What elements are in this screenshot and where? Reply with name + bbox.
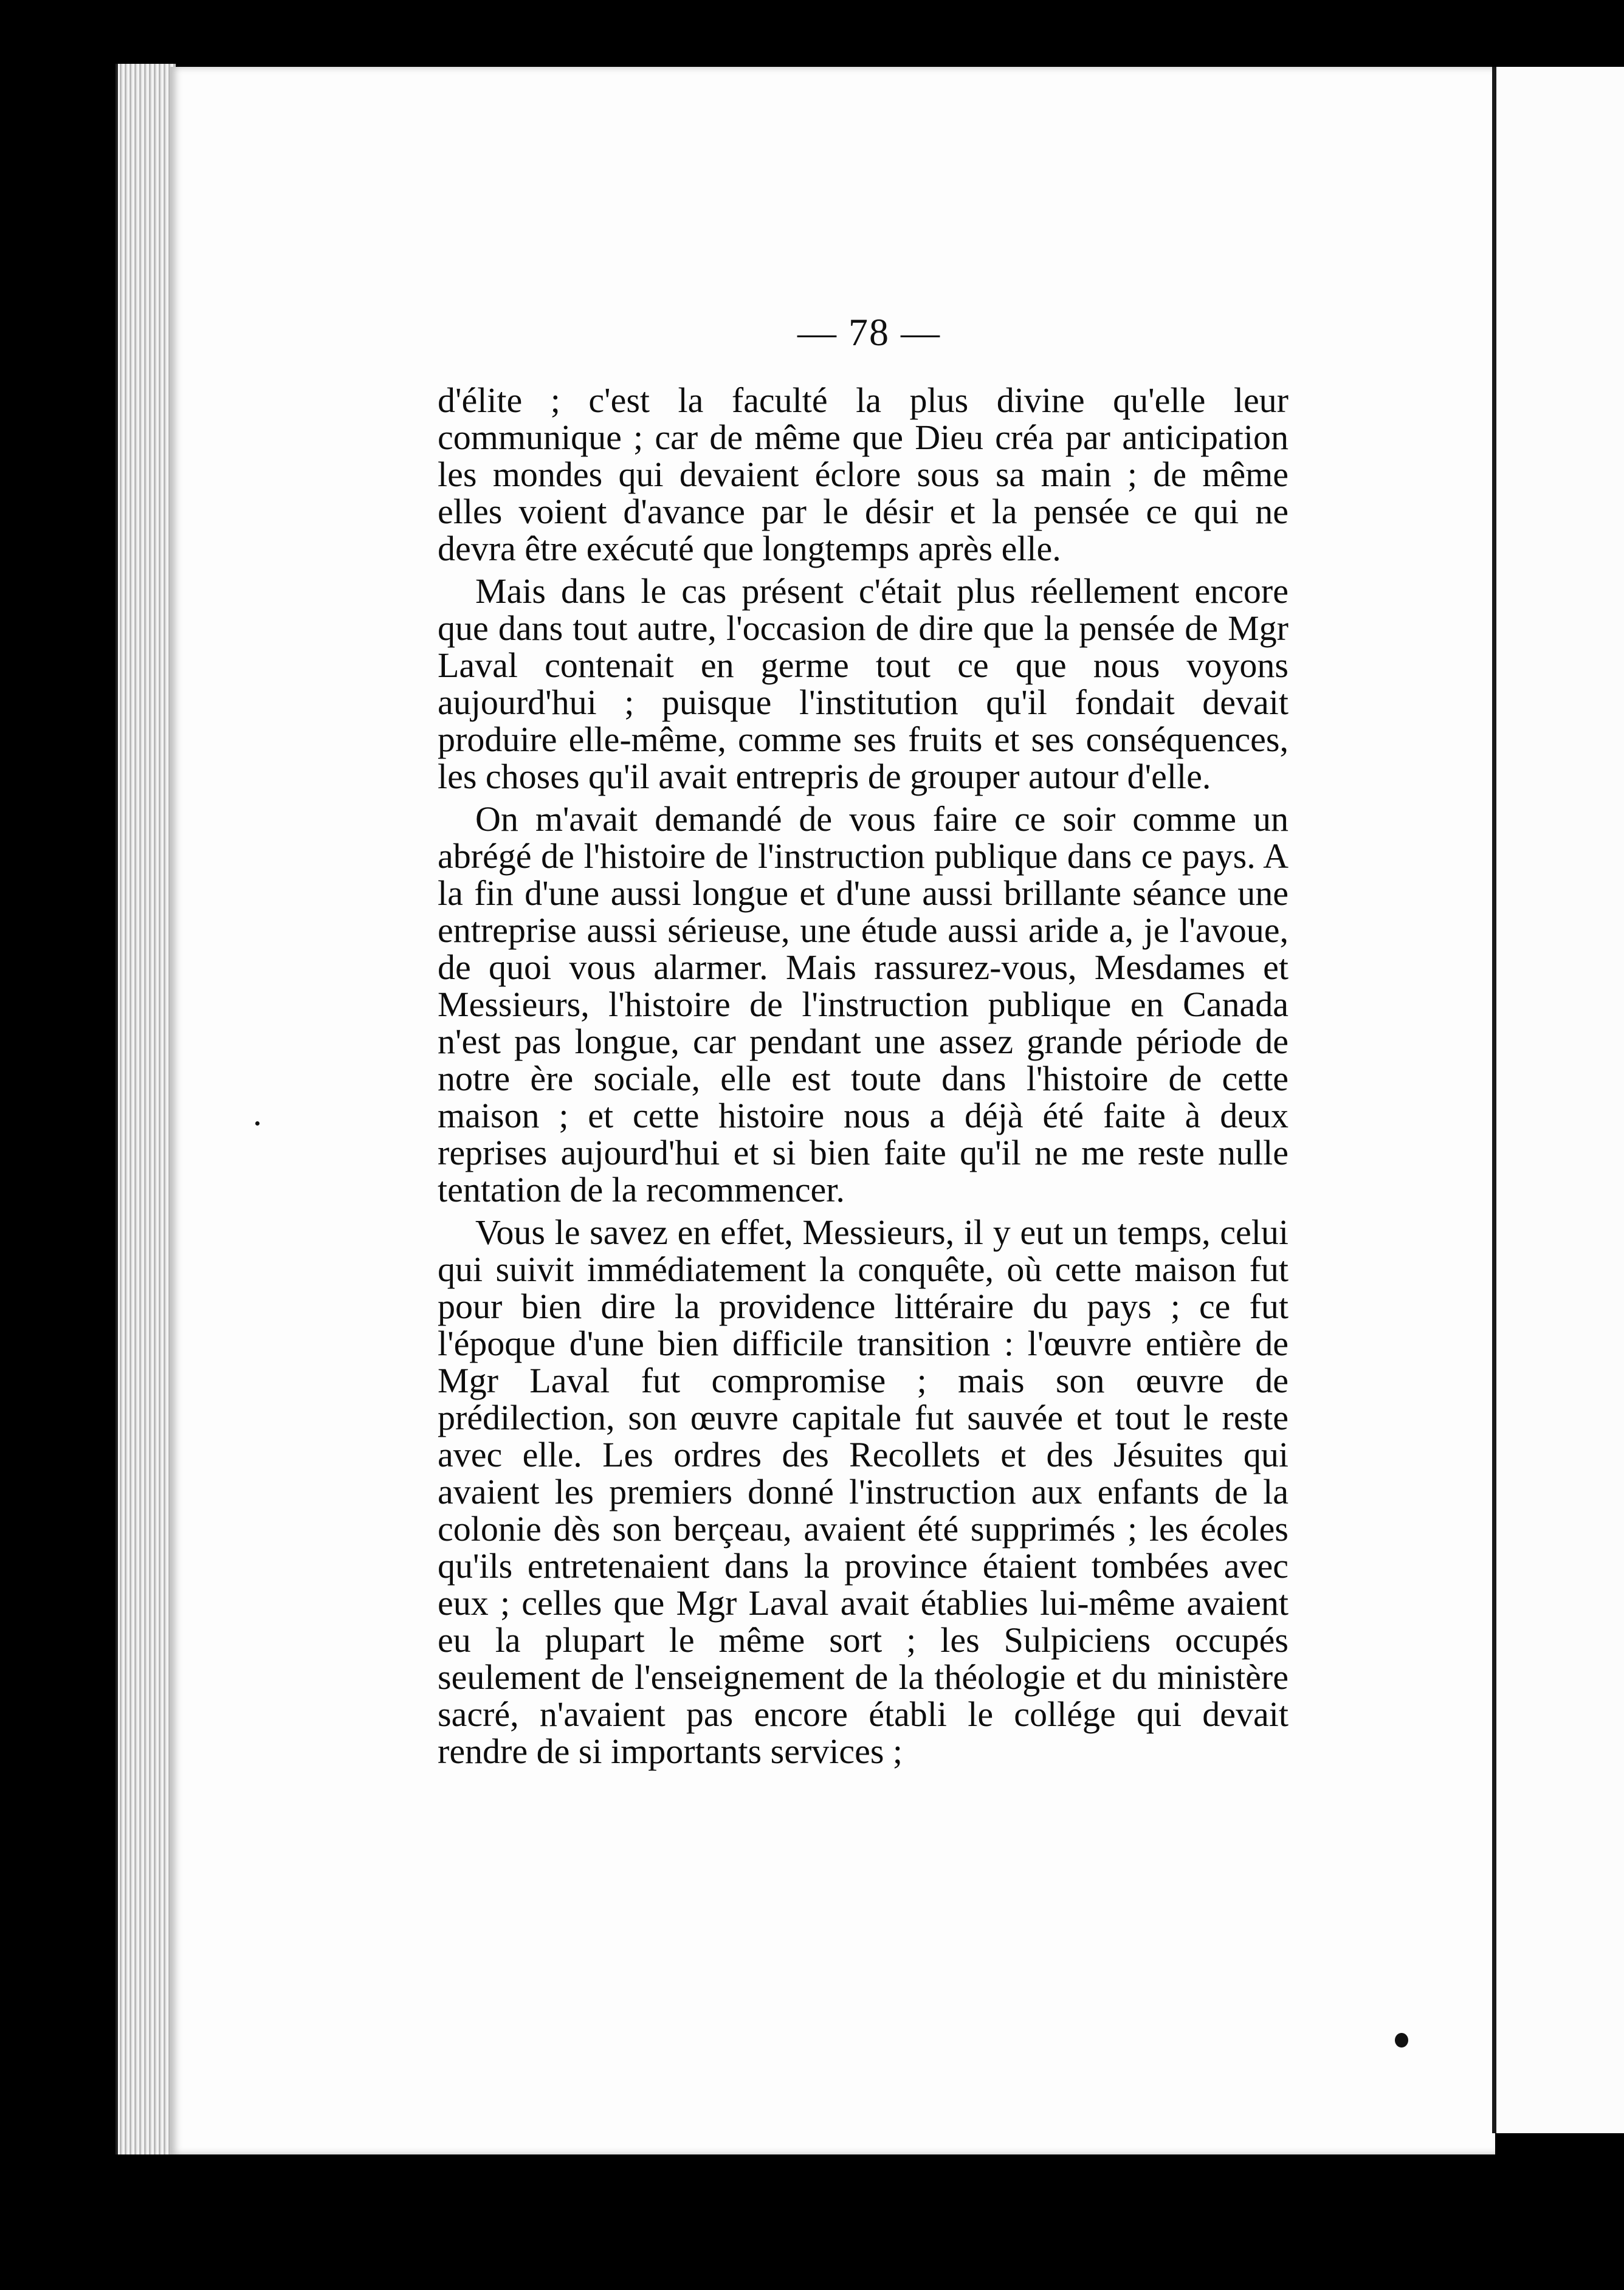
- facing-page-edge: [1492, 67, 1624, 2133]
- page-number: — 78 —: [797, 311, 941, 354]
- paragraph: Mais dans le cas présent c'était plus réellement encore que dans tout autre, l'occasion de dire que la pensée de Mgr Laval contenait en germe tout ce que nous voyons aujourd'hui ; puisque l'institution qu'il fondait devait produire elle-même, comme ses fruits et ses conséquences, les choses qu'il avait entrepris de grouper autour d'elle.: [438, 571, 1289, 796]
- ink-speck: [1395, 2033, 1408, 2048]
- page-body: [438, 382, 1289, 1775]
- ink-speck: [255, 1121, 260, 1126]
- paragraph: d'élite ; c'est la faculté la plus divine qu'elle leur communique ; car de même que Dieu créa par anticipation les mondes qui devaient éclore sous sa main ; de même elles voient d'avance par le désir et la pensée ce qui ne devra être exécuté que longtemps après elle.: [438, 380, 1289, 568]
- paragraph: On m'avait demandé de vous faire ce soir comme un abrégé de l'histoire de l'instruction publique dans ce pays. A la fin d'une aussi longue et d'une aussi brillante séance une entreprise aussi sérieuse, une étude aussi aride a, je l'avoue, de quoi vous alarmer. Mais rassurez-vous, Mesdames et Messieurs, l'histoire de l'instruction publique en Canada n'est pas longue, car pendant une assez grande période de notre ère sociale, elle est toute dans l'histoire de cette maison ; et cette histoire nous a déjà été faite à deux reprises aujourd'hui et si bien faite qu'il ne me reste nulle tentation de la recommencer.: [438, 799, 1289, 1209]
- book-page-edges: [115, 64, 176, 2154]
- paragraph: Vous le savez en effet, Messieurs, il y eut un temps, celui qui suivit immédiatement la conquête, où cette maison fut pour bien dire la providence littéraire du pays ; ce fut l'époque d'une bien difficile transition : l'œuvre entière de Mgr Laval fut compromise ; mais son œuvre de prédilection, son œuvre capitale fut sauvée et tout le reste avec elle. Les ordres des Recollets et des Jésuites qui avaient les premiers donné l'instruction aux enfants de la colonie dès son berçeau, avaient été supprimés ; les écoles qu'ils entretenaient dans la province étaient tombées avec eux ; celles que Mgr Laval avait établies lui-même avaient eu la plupart le même sort ; les Sulpiciens occupés seulement de l'enseignement de la théologie et du ministère sacré, n'avaient pas encore établi le collége qui devait rendre de si importants services ;: [438, 1212, 1289, 1771]
